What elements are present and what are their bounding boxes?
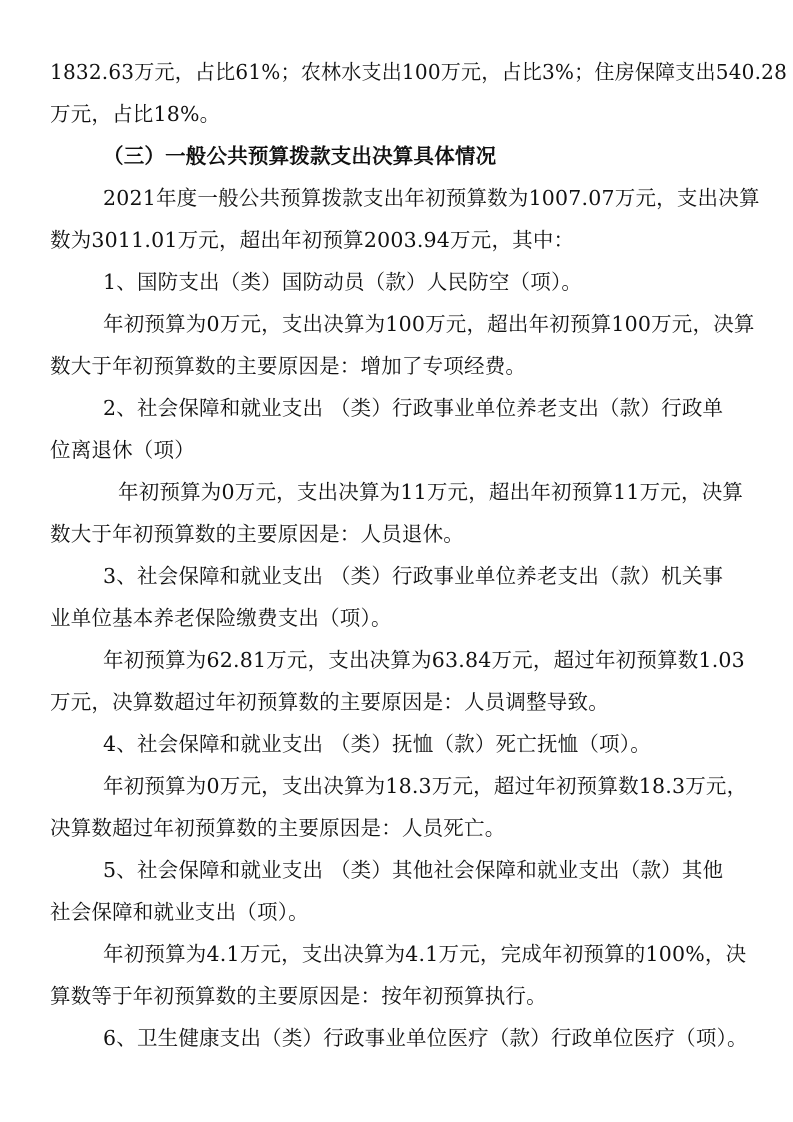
paragraph-line: 数大于年初预算数的主要原因是：人员退休。 xyxy=(50,522,464,546)
item-heading: 业单位基本养老保险缴费支出（项）。 xyxy=(50,606,392,630)
item-heading: 1、国防支出（类）国防动员（款）人民防空（项）。 xyxy=(103,270,583,294)
paragraph-line: 年初预算为0万元，支出决算为100万元，超出年初预算100万元，决算 xyxy=(103,312,755,336)
item-heading: 4、社会保障和就业支出 （类）抚恤（款）死亡抚恤（项）。 xyxy=(103,732,651,756)
paragraph-line: 万元，决算数超过年初预算数的主要原因是：人员调整导致。 xyxy=(50,690,609,714)
item-heading: 社会保障和就业支出（项）。 xyxy=(50,900,309,924)
item-heading: 位离退休（项） xyxy=(50,438,195,462)
item-heading: 5、社会保障和就业支出 （类）其他社会保障和就业支出（款）其他 xyxy=(103,858,724,882)
paragraph-line: 万元，占比18%。 xyxy=(50,102,221,126)
paragraph-line: 年初预算为4.1万元，支出决算为4.1万元，完成年初预算的100%，决 xyxy=(103,942,747,966)
paragraph-line: 年初预算为0万元，支出决算为18.3万元，超过年初预算数18.3万元， xyxy=(103,774,748,798)
paragraph-line: 数大于年初预算数的主要原因是：增加了专项经费。 xyxy=(50,354,527,378)
item-heading: 6、卫生健康支出（类）行政事业单位医疗（款）行政单位医疗（项）。 xyxy=(103,1026,748,1050)
paragraph-line: 数为3011.01万元，超出年初预算2003.94万元，其中： xyxy=(50,228,575,252)
paragraph-line: 年初预算为62.81万元，支出决算为63.84万元，超过年初预算数1.03 xyxy=(103,648,745,672)
paragraph-line: 2021年度一般公共预算拨款支出年初预算数为1007.07万元，支出决算 xyxy=(103,186,760,210)
section-heading: （三）一般公共预算拨款支出决算具体情况 xyxy=(103,144,497,168)
paragraph-line: 决算数超过年初预算数的主要原因是：人员死亡。 xyxy=(50,816,506,840)
item-heading: 2、社会保障和就业支出 （类）行政事业单位养老支出（款）行政单 xyxy=(103,396,724,420)
paragraph-line: 1832.63万元，占比61%；农林水支出100万元，占比3%；住房保障支出540.28 xyxy=(50,60,788,84)
paragraph-line: 算数等于年初预算数的主要原因是：按年初预算执行。 xyxy=(50,984,547,1008)
paragraph-line: 年初预算为0万元，支出决算为11万元，超出年初预算11万元，决算 xyxy=(118,480,744,504)
item-heading: 3、社会保障和就业支出 （类）行政事业单位养老支出（款）机关事 xyxy=(103,564,724,588)
